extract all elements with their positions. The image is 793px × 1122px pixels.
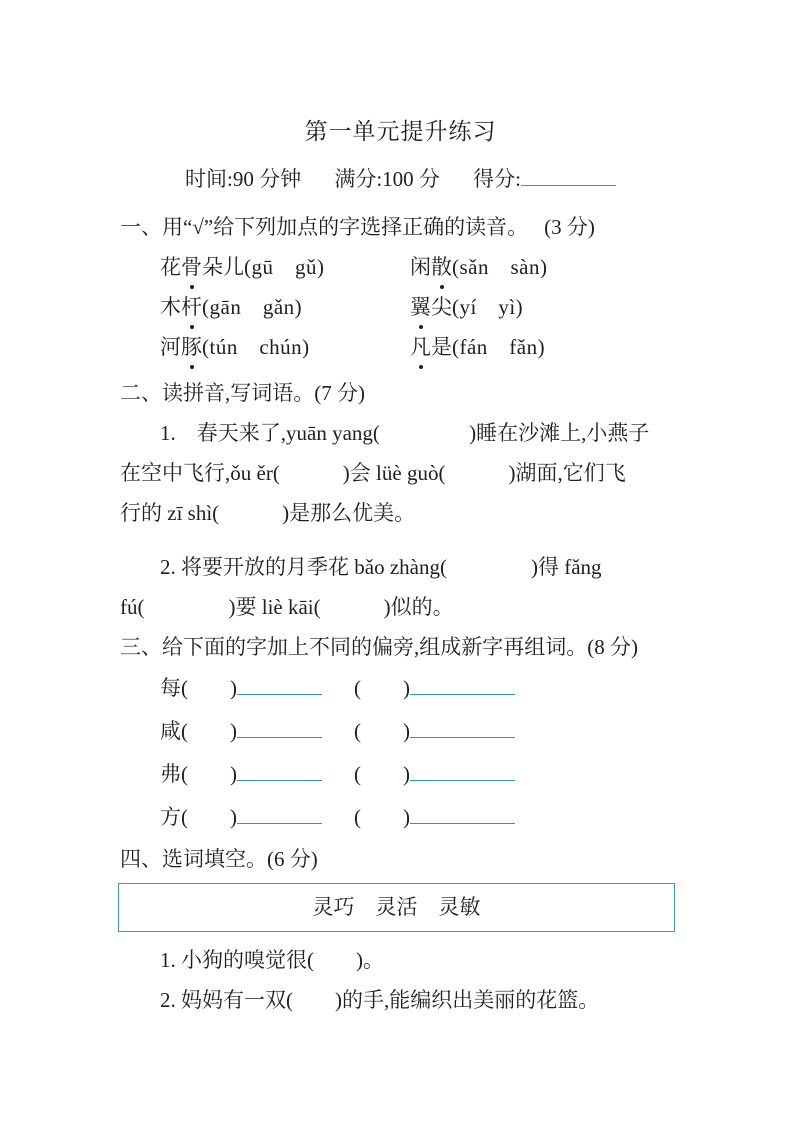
score-label xyxy=(473,167,616,191)
answer-blank-line xyxy=(410,678,515,695)
dotted-char: 翼 xyxy=(410,287,431,327)
radical-row xyxy=(120,796,681,839)
pinyin-choice-row xyxy=(120,327,681,367)
answer-blank-line xyxy=(410,721,515,738)
answer-blank-line xyxy=(237,678,322,695)
section1-heading-text: 一、用“√”给下列加点的字选择正确的读音。 xyxy=(120,215,529,239)
pinyin-word xyxy=(410,327,545,367)
word-post: 朵儿 xyxy=(202,255,244,279)
base-char: 咸 xyxy=(160,719,181,743)
base-char: 弗 xyxy=(160,762,181,786)
paren-blank: ( ) xyxy=(354,805,410,829)
paren-blank: ( ) xyxy=(354,762,410,786)
dotted-char: 散 xyxy=(431,247,452,287)
section2-heading: 二、读拼音,写词语。(7 分) xyxy=(120,381,365,405)
section3-heading: 三、给下面的字加上不同的偏旁,组成新字再组词。(8 分) xyxy=(120,635,638,659)
word-pre: 闲 xyxy=(410,255,431,279)
paren-blank: ( ) xyxy=(181,719,237,743)
answer-blank-line xyxy=(410,764,515,781)
score-blank-line xyxy=(521,167,616,186)
paren-blank: ( ) xyxy=(181,762,237,786)
pinyin-word xyxy=(410,247,547,287)
word-pre: 河 xyxy=(160,335,181,359)
fill-word-sentence-line: 在空中飞行,ǒu ěr( )会 lüè guò( )湖面,它们飞 xyxy=(120,461,626,485)
word-pre: 木 xyxy=(160,295,181,319)
base-char: 方 xyxy=(160,805,181,829)
word-pre: 花 xyxy=(160,255,181,279)
exam-info-line xyxy=(120,159,681,199)
paren-blank: ( ) xyxy=(181,676,237,700)
word-post: 尖 xyxy=(431,295,452,319)
word-post: 是 xyxy=(431,335,452,359)
pinyin-options: (fán fǎn) xyxy=(452,335,546,359)
paren-blank: ( ) xyxy=(354,719,410,743)
pinyin-choice-row xyxy=(120,247,681,287)
answer-blank-line xyxy=(237,764,322,781)
radical-row xyxy=(120,753,681,796)
dotted-char: 豚 xyxy=(181,327,202,367)
answer-blank-line xyxy=(410,807,515,824)
pinyin-options: (tún chún) xyxy=(202,335,310,359)
dotted-char: 骨 xyxy=(181,247,202,287)
radical-row xyxy=(120,667,681,710)
paren-blank: ( ) xyxy=(181,805,237,829)
answer-blank-line xyxy=(237,721,322,738)
section1-heading xyxy=(120,207,681,247)
pinyin-options: (gān gǎn) xyxy=(202,295,303,319)
question-line: 1. 小狗的嗅觉很( )。 xyxy=(160,948,384,972)
radical-row xyxy=(120,710,681,753)
fill-word-sentence-line: 1. 春天来了,yuān yang( )睡在沙滩上,小燕子 xyxy=(160,421,650,445)
dotted-char: 凡 xyxy=(410,327,431,367)
pinyin-word xyxy=(410,287,523,327)
section1-points: (3 分) xyxy=(544,215,595,239)
pinyin-options: (sǎn sàn) xyxy=(452,255,548,279)
pinyin-word xyxy=(160,287,410,327)
pinyin-options: (yí yì) xyxy=(452,295,524,319)
full-score-label: 满分:100 分 xyxy=(334,167,440,191)
dotted-char: 杆 xyxy=(181,287,202,327)
fill-word-sentence-line: fú( )要 liè kāi( )似的。 xyxy=(120,595,454,619)
section4-heading: 四、选词填空。(6 分) xyxy=(120,847,318,871)
time-label: 时间:90 分钟 xyxy=(184,167,302,191)
question-line: 2. 妈妈有一双( )的手,能编织出美丽的花篮。 xyxy=(160,988,600,1012)
word-bank-words: 灵巧 灵活 灵敏 xyxy=(312,895,481,919)
pinyin-options: (gū gǔ) xyxy=(244,255,325,279)
word-bank-box xyxy=(118,883,675,932)
fill-word-sentence-line: 2. 将要开放的月季花 bǎo zhàng( )得 fǎng xyxy=(160,555,602,579)
fill-word-sentence-line: 行的 zī shì( )是那么优美。 xyxy=(120,501,416,525)
pinyin-word xyxy=(160,247,410,287)
answer-blank-line xyxy=(237,807,322,824)
base-char: 每 xyxy=(160,676,181,700)
page-title: 第一单元提升练习 xyxy=(304,119,497,144)
pinyin-choice-row xyxy=(120,287,681,327)
paren-blank: ( ) xyxy=(354,676,410,700)
score-label-text: 得分: xyxy=(473,167,522,191)
pinyin-word xyxy=(160,327,410,367)
